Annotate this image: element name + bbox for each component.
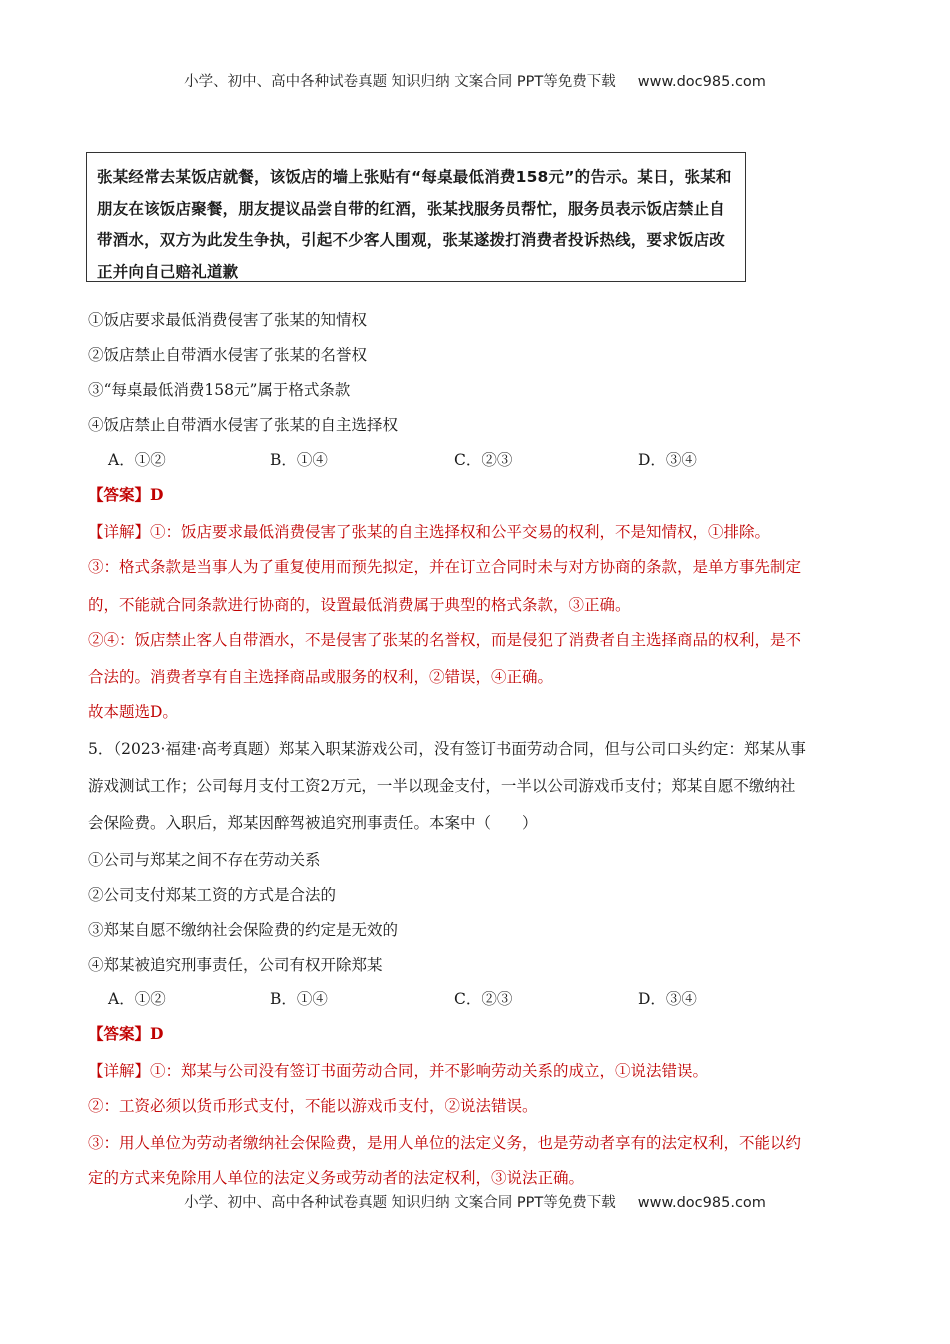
q5-stem-3: 会保险费。入职后，郑某因醉驾被追究刑事责任。本案中（ ）	[88, 814, 538, 832]
case-material-box	[86, 152, 746, 282]
q5-explanation-3: ③：用人单位为劳动者缴纳社会保险费，是用人单位的法定义务，也是劳动者享有的法定权利，不能以约	[88, 1134, 802, 1152]
q5-statement-4: ④郑某被追究刑事责任，公司有权开除郑某	[88, 956, 383, 974]
q5-explanation-4: 定的方式来免除用人单位的法定义务或劳动者的法定权利，③说法正确。	[88, 1169, 585, 1187]
q4-conclusion: 故本题选D。	[88, 703, 178, 721]
q5-statement-1: ①公司与郑某之间不存在劳动关系	[88, 851, 321, 869]
q5-answer: 【答案】D	[88, 1024, 164, 1043]
footer-url[interactable]: www.doc985.com	[637, 1195, 766, 1211]
q5-option-d[interactable]: D．③④	[638, 990, 697, 1008]
q4-explanation-5: 合法的。消费者享有自主选择商品或服务的权利，②错误，④正确。	[88, 668, 554, 686]
q4-answer: 【答案】D	[88, 485, 164, 504]
footer-text: 小学、初中、高中各种试卷真题 知识归纳 文案合同 PPT等免费下载	[184, 1195, 616, 1211]
q5-option-b[interactable]: B．①④	[270, 990, 328, 1008]
q5-option-c[interactable]: C．②③	[454, 990, 513, 1008]
q4-explanation-2: ③：格式条款是当事人为了重复使用而预先拟定，并在订立合同时未与对方协商的条款，是单方事先制定	[88, 558, 802, 576]
q5-explanation-1: 【详解】①：郑某与公司没有签订书面劳动合同，并不影响劳动关系的成立，①说法错误。	[88, 1062, 709, 1080]
q4-statement-2: ②饭店禁止自带酒水侵害了张某的名誉权	[88, 346, 368, 364]
header-text: 小学、初中、高中各种试卷真题 知识归纳 文案合同 PPT等免费下载	[184, 74, 616, 90]
page-footer	[0, 1191, 950, 1212]
q5-option-a[interactable]: A．①②	[108, 990, 166, 1008]
header-url[interactable]: www.doc985.com	[637, 74, 766, 90]
q5-statement-2: ②公司支付郑某工资的方式是合法的	[88, 886, 337, 904]
q4-statement-1: ①饭店要求最低消费侵害了张某的知情权	[88, 311, 368, 329]
q4-option-a[interactable]: A．①②	[108, 451, 166, 469]
q4-option-c[interactable]: C．②③	[454, 451, 513, 469]
q4-explanation-4: ②④：饭店禁止客人自带酒水，不是侵害了张某的名誉权，而是侵犯了消费者自主选择商品的权利，是不	[88, 631, 802, 649]
q5-explanation-2: ②：工资必须以货币形式支付，不能以游戏币支付，②说法错误。	[88, 1097, 538, 1115]
q5-stem-1: 5．（2023·福建·高考真题）郑某入职某游戏公司，没有签订书面劳动合同，但与公司口头约定：郑某从事	[88, 740, 806, 758]
q4-statement-4: ④饭店禁止自带酒水侵害了张某的自主选择权	[88, 416, 399, 434]
q4-option-b[interactable]: B．①④	[270, 451, 328, 469]
case-text: 张某经常去某饭店就餐，该饭店的墙上张贴有“每桌最低消费158元”的告示。某日，张某和朋友在该饭店聚餐，朋友提议品尝自带的红酒，张某找服务员帮忙，服务员表示饭店禁止自带酒水，双方为此发生争执，引起不少客人围观，张某遂拨打消费者投诉热线，要求饭店改正并向自己赔礼道歉	[97, 168, 732, 281]
page-header	[0, 70, 950, 91]
q5-stem-2: 游戏测试工作；公司每月支付工资2万元，一半以现金支付，一半以公司游戏币支付；郑某自愿不缴纳社	[88, 777, 796, 795]
q5-statement-3: ③郑某自愿不缴纳社会保险费的约定是无效的	[88, 921, 399, 939]
q4-option-d[interactable]: D．③④	[638, 451, 697, 469]
q4-explanation-3: 的，不能就合同条款进行协商的，设置最低消费属于典型的格式条款，③正确。	[88, 596, 631, 614]
q4-explanation-1: 【详解】①：饭店要求最低消费侵害了张某的自主选择权和公平交易的权利，不是知情权，①排除。	[88, 523, 771, 541]
q4-statement-3: ③“每桌最低消费158元”属于格式条款	[88, 381, 351, 399]
